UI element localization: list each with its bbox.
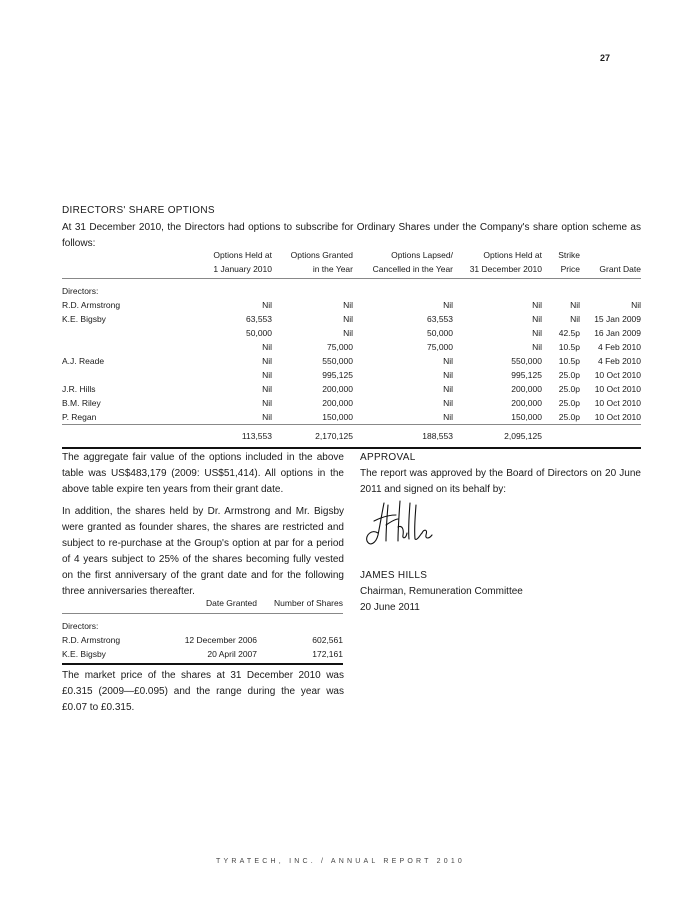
table-cell: Nil bbox=[262, 384, 272, 394]
table-cell: Nil bbox=[631, 300, 641, 310]
grant-header-row bbox=[62, 596, 343, 614]
table-cell: Nil bbox=[443, 412, 453, 422]
column-header bbox=[62, 262, 162, 279]
column-header: Grant Date bbox=[580, 262, 641, 279]
table-cell: 995,125 bbox=[511, 370, 542, 380]
column-header: Options Held at bbox=[483, 250, 542, 260]
table-row bbox=[62, 396, 641, 410]
director-name bbox=[62, 340, 162, 354]
group-label: Directors: bbox=[62, 286, 99, 296]
director-name: P. Regan bbox=[62, 412, 97, 422]
table-cell: 10 Oct 2010 bbox=[594, 384, 641, 394]
table-cell: 188,553 bbox=[353, 425, 453, 449]
director-name: B.M. Riley bbox=[62, 398, 101, 408]
table-row bbox=[62, 382, 641, 396]
column-header: Options Granted bbox=[290, 250, 353, 260]
table-cell bbox=[580, 425, 641, 449]
table-cell: 172,161 bbox=[257, 647, 343, 664]
table-cell: 50,000 bbox=[427, 328, 453, 338]
column-header: Strike bbox=[558, 250, 580, 260]
table-cell: Nil bbox=[262, 356, 272, 366]
table-cell: 150,000 bbox=[511, 412, 542, 422]
table-cell: 200,000 bbox=[511, 398, 542, 408]
director-name: K.E. Bigsby bbox=[62, 647, 162, 664]
table-row bbox=[62, 368, 641, 382]
table-cell: 10 Oct 2010 bbox=[594, 398, 641, 408]
table-cell: Nil bbox=[343, 328, 353, 338]
table-row bbox=[62, 647, 343, 664]
column-header: Number of Shares bbox=[257, 596, 343, 614]
table-cell: Nil bbox=[262, 412, 272, 422]
table-cell: 16 Jan 2009 bbox=[594, 328, 641, 338]
table-cell: 4 Feb 2010 bbox=[597, 356, 641, 366]
table-cell: 50,000 bbox=[246, 328, 272, 338]
table-cell: 25.0p bbox=[558, 370, 580, 380]
table-cell: Nil bbox=[443, 398, 453, 408]
director-name: R.D. Armstrong bbox=[62, 300, 121, 310]
table-cell: 550,000 bbox=[511, 356, 542, 366]
table-cell: 150,000 bbox=[322, 412, 353, 422]
table-cell: 200,000 bbox=[511, 384, 542, 394]
table-cell: Nil bbox=[443, 384, 453, 394]
page-number: 27 bbox=[600, 53, 611, 63]
table-cell: Nil bbox=[262, 342, 272, 352]
table-cell: Nil bbox=[532, 314, 542, 324]
table-cell: 995,125 bbox=[322, 370, 353, 380]
group-label-row bbox=[62, 279, 641, 299]
table-cell: Nil bbox=[262, 300, 272, 310]
director-name: K.E. Bigsby bbox=[62, 314, 106, 324]
market-price-paragraph: The market price of the shares at 31 December 2010 was £0.315 (2009—£0.095) and the range during the year was £0.07 to £0.315. bbox=[62, 670, 344, 713]
table-cell: 42.5p bbox=[558, 328, 580, 338]
table-cell: 2,170,125 bbox=[272, 425, 353, 449]
table-row bbox=[62, 298, 641, 312]
founder-shares-paragraph: In addition, the shares held by Dr. Armstrong and Mr. Bigsby were granted as founder shares, the shares are restricted and subject to re-purchase at the Group's option at par for a period of 4 years subject to 25% of the shares becoming fully vested on the first anniversary of the grant date and for the following three anniversaries thereafter. bbox=[62, 506, 344, 597]
options-header-row-1 bbox=[62, 248, 641, 262]
director-name: R.D. Armstrong bbox=[62, 635, 121, 645]
signer-name: JAMES HILLS bbox=[360, 570, 428, 581]
table-row bbox=[62, 326, 641, 340]
table-cell bbox=[62, 425, 162, 449]
table-cell: Nil bbox=[570, 314, 580, 324]
table-cell: 25.0p bbox=[558, 412, 580, 422]
group-label: Directors: bbox=[62, 621, 99, 631]
table-row bbox=[62, 312, 641, 326]
fair-value-paragraph: The aggregate fair value of the options included in the above table was US$483,179 (2009: US$51,414). All options in the above table expire ten years from their grant date. bbox=[62, 452, 344, 495]
column-header: Price bbox=[542, 262, 580, 279]
table-cell: Nil bbox=[343, 300, 353, 310]
table-cell: 10.5p bbox=[558, 356, 580, 366]
approval-text: The report was approved by the Board of Directors on 20 June 2011 and signed on its behalf by: bbox=[360, 468, 641, 495]
table-cell: Nil bbox=[262, 370, 272, 380]
signer-title: Chairman, Remuneration Committee bbox=[360, 586, 523, 597]
table-row bbox=[62, 633, 343, 647]
table-cell: Nil bbox=[443, 370, 453, 380]
table-cell: 10.5p bbox=[558, 342, 580, 352]
table-cell: 75,000 bbox=[327, 342, 353, 352]
approval-title: APPROVAL bbox=[360, 452, 416, 463]
table-cell: 15 Jan 2009 bbox=[594, 314, 641, 324]
table-cell: 2,095,125 bbox=[453, 425, 542, 449]
group-label-row bbox=[62, 614, 343, 634]
column-header: in the Year bbox=[272, 262, 353, 279]
table-cell: 63,553 bbox=[427, 314, 453, 324]
table-cell: Nil bbox=[532, 342, 542, 352]
table-cell: 12 December 2006 bbox=[184, 635, 257, 645]
director-name bbox=[62, 368, 162, 382]
director-name bbox=[62, 326, 162, 340]
table-cell: Nil bbox=[570, 300, 580, 310]
table-row bbox=[62, 410, 641, 425]
table-cell: 63,553 bbox=[246, 314, 272, 324]
table-cell: 200,000 bbox=[322, 398, 353, 408]
director-name: A.J. Reade bbox=[62, 356, 105, 366]
table-cell: 550,000 bbox=[322, 356, 353, 366]
table-cell: 200,000 bbox=[322, 384, 353, 394]
column-header: Date Granted bbox=[162, 596, 257, 614]
options-table bbox=[62, 248, 641, 449]
totals-row bbox=[62, 425, 641, 449]
table-cell: 10 Oct 2010 bbox=[594, 412, 641, 422]
table-cell: 10 Oct 2010 bbox=[594, 370, 641, 380]
column-header: Options Lapsed/ bbox=[391, 250, 453, 260]
table-cell: Nil bbox=[532, 300, 542, 310]
column-header bbox=[62, 248, 162, 262]
column-header: Options Held at bbox=[213, 250, 272, 260]
founder-shares-table bbox=[62, 596, 343, 665]
table-cell: Nil bbox=[443, 300, 453, 310]
section-title: DIRECTORS' SHARE OPTIONS bbox=[62, 205, 215, 216]
column-header: 1 January 2010 bbox=[162, 262, 272, 279]
table-cell: 20 April 2007 bbox=[162, 647, 257, 664]
table-cell: Nil bbox=[343, 314, 353, 324]
table-cell: 113,553 bbox=[162, 425, 272, 449]
table-cell: Nil bbox=[532, 328, 542, 338]
column-header bbox=[62, 596, 162, 614]
options-header-row-2 bbox=[62, 262, 641, 279]
column-header bbox=[580, 248, 641, 262]
column-header: 31 December 2010 bbox=[453, 262, 542, 279]
intro-paragraph: At 31 December 2010, the Directors had options to subscribe for Ordinary Shares under the Company's share option scheme as follows: bbox=[62, 222, 641, 249]
column-header: Cancelled in the Year bbox=[353, 262, 453, 279]
table-cell: 4 Feb 2010 bbox=[597, 342, 641, 352]
table-cell: 75,000 bbox=[427, 342, 453, 352]
director-name: J.R. Hills bbox=[62, 384, 96, 394]
table-cell: 25.0p bbox=[558, 398, 580, 408]
table-cell: Nil bbox=[443, 356, 453, 366]
signature-date: 20 June 2011 bbox=[360, 602, 420, 613]
table-cell bbox=[542, 425, 580, 449]
table-row bbox=[62, 340, 641, 354]
table-cell: Nil bbox=[262, 398, 272, 408]
page-footer: TYRATECH, INC. / ANNUAL REPORT 2010 bbox=[215, 858, 466, 865]
table-cell: 602,561 bbox=[312, 635, 343, 645]
table-cell: 25.0p bbox=[558, 384, 580, 394]
signature-image bbox=[364, 495, 436, 551]
table-row bbox=[62, 354, 641, 368]
